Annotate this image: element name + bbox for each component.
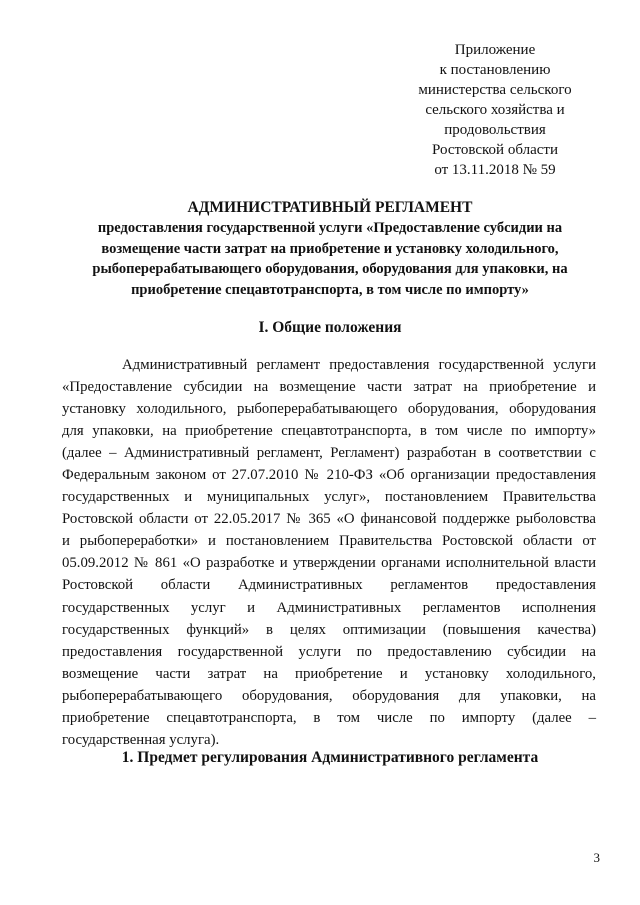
appendix-line: от 13.11.2018 № 59: [434, 162, 556, 178]
paragraph-line: Федеральным законом от 27.07.2010 № 210-ФЗ «Об организации предоставления: [62, 467, 596, 484]
subtitle-line: приобретение спецавтотранспорта, в том числе по импорту»: [131, 281, 529, 298]
document-subtitle: [60, 218, 600, 300]
subtitle-line: рыбоперерабатывающего оборудования, оборудования для упаковки, на: [92, 261, 568, 277]
appendix-line: Ростовской области: [432, 142, 558, 158]
document-title: АДМИНИСТРАТИВНЫЙ РЕГЛАМЕНТ: [187, 199, 473, 216]
paragraph-line: приобретение спецавтотранспорта, в том числе по импорту (далее –: [62, 709, 596, 726]
paragraph-line: рыбоперерабатывающего оборудования, оборудования для упаковки, на: [62, 687, 596, 704]
paragraph-line: государственных услуг и Административных регламентов исполнения: [62, 599, 596, 616]
appendix-note: [400, 40, 590, 180]
page-number: 3: [593, 850, 600, 865]
paragraph-line: Административный регламент предоставления государственной услуги: [122, 357, 596, 373]
paragraph-line: предоставления государственной услуги по предоставлению субсидии на: [62, 643, 596, 660]
subsection-heading: 1. Предмет регулирования Административного регламента: [121, 749, 539, 766]
paragraph-line: установку холодильного, рыбоперерабатывающего оборудования, оборудования: [62, 401, 596, 418]
paragraph-line: возмещение части затрат на приобретение и установку холодильного,: [62, 665, 596, 682]
paragraph-line: и рыбопереработки» и постановлением Правительства Ростовской области от: [62, 533, 596, 550]
paragraph-line: для упаковки, на приобретение спецавтотранспорта, в том числе по импорту»: [62, 423, 596, 440]
paragraph-line: (далее – Административный регламент, Регламент) разработан в соответствии с: [62, 445, 596, 462]
section-heading: I. Общие положения: [258, 319, 402, 336]
paragraph-line: Ростовской области Административных регламентов предоставления: [62, 577, 596, 594]
paragraph-line: государственная услуга).: [62, 731, 220, 748]
paragraph-line: Ростовской области от 22.05.2017 № 365 «О финансовой поддержке рыболовства: [62, 511, 596, 528]
appendix-line: Приложение: [454, 42, 536, 58]
paragraph-line: государственных функций» в целях оптимизации (повышения качества): [62, 621, 596, 638]
subtitle-line: предоставления государственной услуги «Предоставление субсидии на: [97, 220, 563, 236]
appendix-line: сельского хозяйства и: [425, 102, 565, 118]
paragraph-line: «Предоставление субсидии на возмещение части затрат на приобретение и: [62, 379, 596, 396]
subtitle-line: возмещение части затрат на приобретение и установку холодильного,: [101, 240, 559, 257]
body-paragraph: [62, 354, 596, 751]
appendix-line: министерства сельского: [418, 82, 572, 98]
appendix-line: продовольствия: [444, 122, 546, 138]
paragraph-line: государственных и муниципальных услуг», постановлением Правительства: [62, 489, 596, 506]
paragraph-line: 05.09.2012 № 861 «О разработке и утверждении органами исполнительной власти: [62, 555, 596, 572]
appendix-line: к постановлению: [439, 62, 551, 78]
